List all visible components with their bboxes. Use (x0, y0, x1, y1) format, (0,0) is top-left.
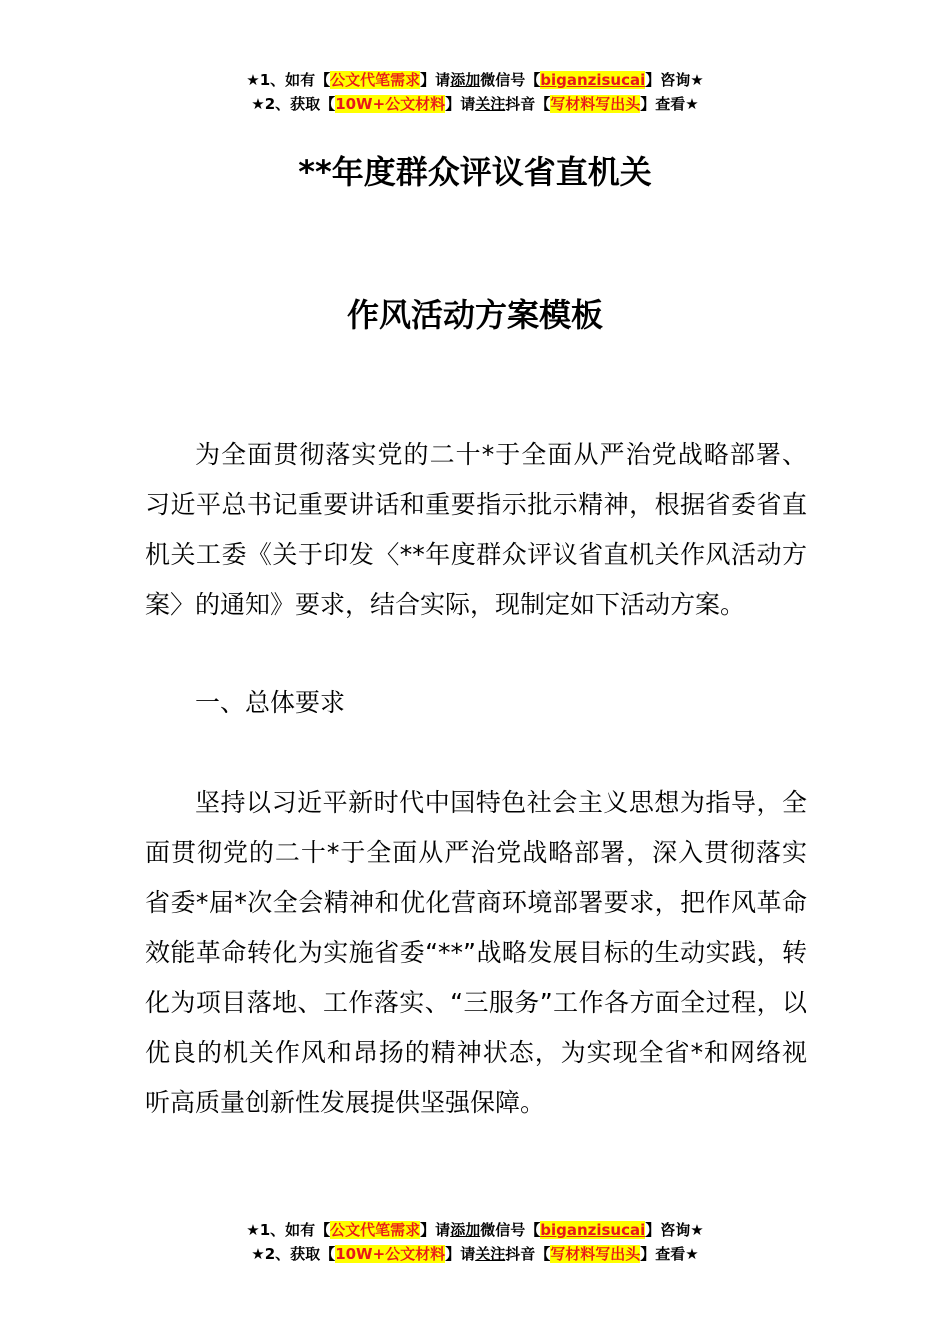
follow-emphasis: 关注 (475, 1245, 506, 1263)
intro-paragraph: 为全面贯彻落实党的二十*于全面从严治党战略部署、习近平总书记重要讲话和重要指示批示精神，根据省委省直机关工委《关于印发〈**年度群众评议省直机关作风活动方案〉的通知》要求，结合实际，现制定如下活动方案。 (145, 440, 807, 619)
banner-text: 】请 (445, 95, 476, 113)
banner-text: 】咨询★ (645, 1221, 704, 1239)
wechat-id-link[interactable]: biganzisucai (540, 1221, 646, 1239)
banner-line-1 (0, 68, 950, 92)
section-heading: 一、总体要求 (195, 688, 346, 717)
document-title-line-1: **年度群众评议省直机关 (298, 153, 652, 191)
banner-text: 】请 (420, 1221, 451, 1239)
add-emphasis: 添加 (450, 1221, 481, 1239)
document-title-line-2: 作风活动方案模板 (346, 296, 603, 334)
banner-text: 抖音【 (505, 95, 551, 113)
top-banner (0, 68, 950, 116)
banner-text: 】咨询★ (645, 71, 704, 89)
materials-highlight: 10W+公文材料 (335, 1245, 446, 1263)
banner-text: 】查看★ (640, 1245, 699, 1263)
banner-text: 微信号【 (480, 71, 541, 89)
banner-line-2 (0, 1242, 950, 1266)
banner-text: 】查看★ (640, 95, 699, 113)
banner-text: ★2、获取【 (251, 1245, 336, 1263)
banner-text: ★1、如有【 (246, 1221, 331, 1239)
douyin-account-highlight[interactable]: 写材料写出头 (550, 1245, 641, 1263)
section-body-paragraph: 坚持以习近平新时代中国特色社会主义思想为指导，全面贯彻党的二十*于全面从严治党战略部署，深入贯彻落实省委*届*次全会精神和优化营商环境部署要求，把作风革命效能革命转化为实施省委“**”战略发展目标的生动实践，转化为项目落地、工作落实、“三服务”工作各方面全过程，以优良的机关作风和昂扬的精神状态，为实现全省*和网络视听高质量创新性发展提供坚强保障。 (145, 788, 807, 1117)
wechat-id-link[interactable]: biganzisucai (540, 71, 646, 89)
ghostwriting-highlight: 公文代笔需求 (330, 1221, 421, 1239)
banner-text: 】请 (420, 71, 451, 89)
materials-highlight: 10W+公文材料 (335, 95, 446, 113)
banner-text: 微信号【 (480, 1221, 541, 1239)
ghostwriting-highlight: 公文代笔需求 (330, 71, 421, 89)
banner-line-1 (0, 1218, 950, 1242)
banner-line-2 (0, 92, 950, 116)
add-emphasis: 添加 (450, 71, 481, 89)
banner-text: ★2、获取【 (251, 95, 336, 113)
follow-emphasis: 关注 (475, 95, 506, 113)
bottom-banner (0, 1218, 950, 1266)
banner-text: 抖音【 (505, 1245, 551, 1263)
banner-text: 】请 (445, 1245, 476, 1263)
douyin-account-highlight[interactable]: 写材料写出头 (550, 95, 641, 113)
banner-text: ★1、如有【 (246, 71, 331, 89)
